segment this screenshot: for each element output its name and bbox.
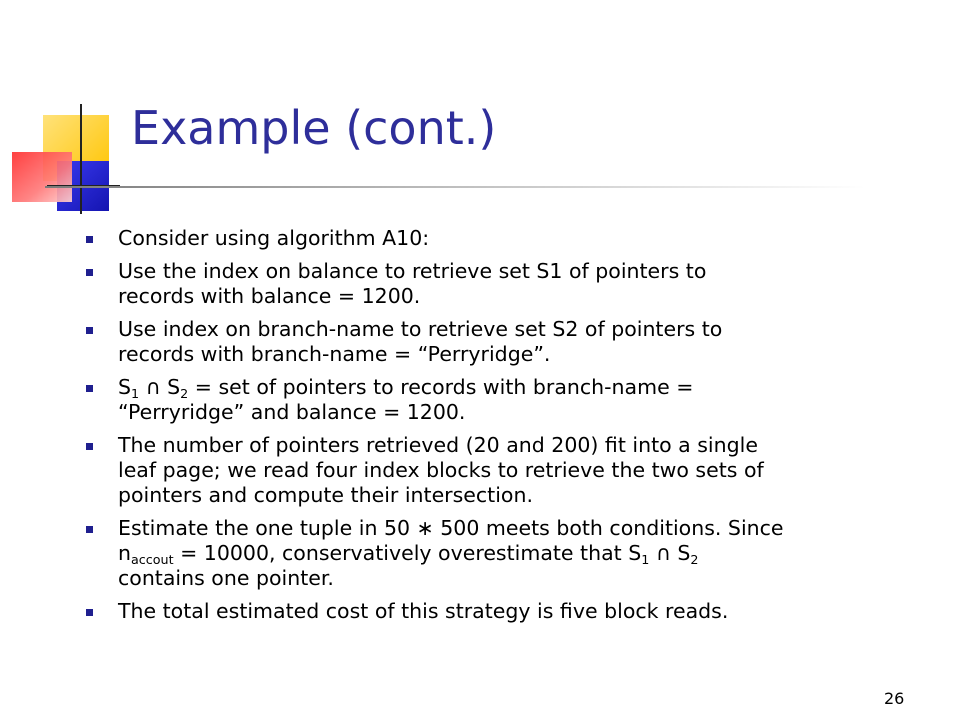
subscript-text: 1 — [641, 552, 650, 568]
subscript-text: 1 — [131, 386, 140, 402]
bullet-marker-icon — [86, 526, 93, 533]
bullet-item — [86, 259, 896, 309]
bullet-item — [86, 375, 896, 425]
bullet-text — [118, 226, 896, 251]
bullet-text — [118, 599, 896, 624]
slide-title: Example (cont.) — [131, 101, 497, 155]
text-run: Use index on branch-name to retrieve set S2 of pointers to — [118, 317, 723, 341]
text-run: ∩ S — [139, 375, 181, 399]
text-run: contains one pointer. — [118, 566, 334, 590]
bullet-marker-icon — [86, 327, 93, 334]
bullet-line — [118, 483, 896, 508]
bullet-list — [86, 226, 896, 632]
bullet-line — [118, 259, 896, 284]
bullet-line — [118, 516, 896, 541]
bullet-line — [118, 342, 896, 367]
bullet-item — [86, 226, 896, 251]
bullet-line — [118, 400, 896, 425]
text-run: Use the index on balance to retrieve set S1 of pointers to — [118, 259, 707, 283]
bullet-text — [118, 516, 896, 591]
bullet-item — [86, 433, 896, 508]
bullet-item — [86, 599, 896, 624]
text-run: = set of pointers to records with branch-name = — [188, 375, 694, 399]
bullet-line — [118, 541, 896, 566]
bullet-text — [118, 375, 896, 425]
text-run: Consider using algorithm A10: — [118, 226, 430, 250]
bullet-item — [86, 317, 896, 367]
bullet-marker-icon — [86, 269, 93, 276]
bullet-marker-icon — [86, 385, 93, 392]
text-run: n — [118, 541, 131, 565]
bullet-line — [118, 317, 896, 342]
page-number: 26 — [884, 689, 905, 708]
bullet-marker-icon — [86, 236, 93, 243]
text-run: S — [118, 375, 132, 399]
bullet-line — [118, 566, 896, 591]
bullet-text — [118, 433, 896, 508]
text-run: The number of pointers retrieved (20 and 200) fit into a single — [118, 433, 758, 457]
bullet-marker-icon — [86, 443, 93, 450]
text-run: records with branch-name = “Perryridge”. — [118, 342, 551, 366]
text-run: The total estimated cost of this strategy is five block reads. — [118, 599, 729, 623]
bullet-text — [118, 259, 896, 309]
bullet-line — [118, 226, 896, 251]
subscript-text: 2 — [180, 386, 189, 402]
text-run: leaf page; we read four index blocks to retrieve the two sets of — [118, 458, 764, 482]
text-run: Estimate the one tuple in 50 ∗ 500 meets both conditions. Since — [118, 516, 784, 540]
bullet-line — [118, 458, 896, 483]
text-run: = 10000, conservatively overestimate that S — [173, 541, 642, 565]
title-divider — [45, 186, 865, 188]
bullet-line — [118, 284, 896, 309]
text-run: ∩ S — [649, 541, 691, 565]
bullet-line — [118, 599, 896, 624]
text-run: records with balance = 1200. — [118, 284, 421, 308]
bullet-line — [118, 433, 896, 458]
text-run: pointers and compute their intersection. — [118, 483, 533, 507]
subscript-text: accout — [131, 552, 174, 568]
subscript-text: 2 — [690, 552, 699, 568]
bullet-text — [118, 317, 896, 367]
bullet-marker-icon — [86, 609, 93, 616]
bullet-item — [86, 516, 896, 591]
text-run: “Perryridge” and balance = 1200. — [118, 400, 466, 424]
bullet-line — [118, 375, 896, 400]
